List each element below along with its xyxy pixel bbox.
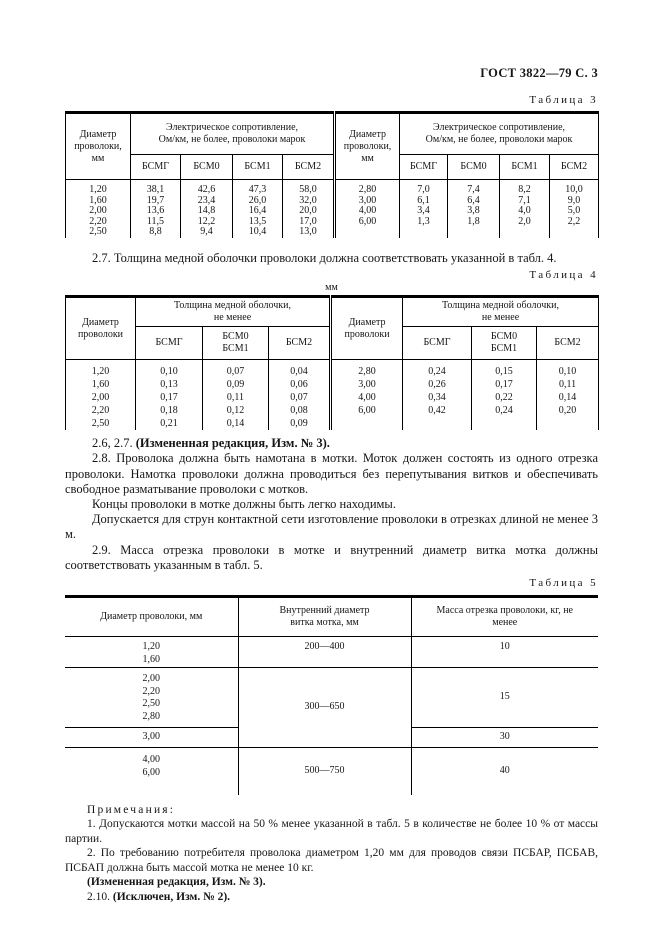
note-1: 1. Допускаются мотки массой на 50 % менее указанной в табл. 5 в количестве не более 10 % от массы партии.	[65, 818, 598, 845]
table-cell: 16,4	[233, 206, 283, 217]
table-cell	[500, 227, 550, 238]
table3-mark-bsm0-right: БСМ0	[448, 155, 500, 180]
paragraph-wire-ends: Концы проволоки в мотке должны быть легко находимы.	[92, 496, 396, 511]
table-cell: 0,34	[403, 391, 472, 404]
table-cell: 0,17	[472, 378, 537, 391]
table-cell: 0,08	[269, 404, 331, 417]
paragraph-number: 2.10.	[87, 891, 113, 904]
table-cell: 6,00	[331, 404, 403, 417]
table-cell: 3,8	[448, 206, 500, 217]
paragraph-contact-wire: Допускается для струн контактной сети изготовление проволоки в отрезках длиной не менее 3 м.	[65, 512, 598, 542]
table-3	[65, 111, 599, 238]
table-cell: 1,60	[66, 378, 136, 391]
document-page	[65, 66, 598, 905]
table-cell: 2,50	[66, 417, 136, 430]
table-cell: 0,10	[537, 360, 599, 379]
table-cell: 7,1	[500, 196, 550, 207]
paragraph-number: 2.6, 2.7.	[92, 436, 136, 451]
table-row	[66, 378, 599, 391]
table-cell: 10	[411, 637, 598, 668]
table-cell: 6,1	[400, 196, 448, 207]
table-cell: 0,13	[136, 378, 203, 391]
table3-mark-bsm1-right: БСМ1	[500, 155, 550, 180]
table-cell: 7,4	[448, 180, 500, 196]
table-cell: 0,15	[472, 360, 537, 379]
table-cell: 58,0	[283, 180, 335, 196]
table-cell: 0,04	[269, 360, 331, 379]
table-row	[66, 360, 599, 379]
table-cell: 0,26	[403, 378, 472, 391]
table-cell: 3,00	[65, 728, 238, 748]
table-4	[65, 295, 599, 430]
table-cell: 2,20	[66, 217, 131, 228]
table-cell: 2,80	[331, 360, 403, 379]
table4-unit-label: мм	[325, 282, 338, 294]
table-cell: 23,4	[181, 196, 233, 207]
table-cell: 4,00	[331, 391, 403, 404]
table-cell: 1,20 1,60	[65, 637, 238, 668]
table-cell: 0,24	[472, 404, 537, 417]
table-cell: 2,00	[66, 391, 136, 404]
table-cell: 3,00	[331, 378, 403, 391]
table-cell: 0,24	[403, 360, 472, 379]
table-cell: 0,06	[269, 378, 331, 391]
table-cell: 4,00 6,00	[65, 748, 238, 795]
table3-mark-bsm2-left: БСМ2	[283, 155, 335, 180]
table-cell	[537, 417, 599, 430]
table-cell: 2,80	[335, 180, 400, 196]
table-cell: 1,60	[66, 196, 131, 207]
table-cell	[472, 417, 537, 430]
table-cell: 0,20	[537, 404, 599, 417]
table3-resistance-header-right: Электрическое сопротивление, Ом/км, не более, проволоки марок	[400, 113, 599, 155]
table4-diameter-header-right: Диаметр проволоки	[331, 297, 403, 360]
table-cell: 19,7	[131, 196, 181, 207]
table-cell: 13,6	[131, 206, 181, 217]
table-cell: 2,50	[66, 227, 131, 238]
excluded-text: (Исключен, Изм. № 2).	[112, 891, 231, 904]
table-cell: 1,20	[66, 360, 136, 379]
table3-caption: Таблица 3	[529, 94, 598, 106]
notes-title: Примечания:	[87, 803, 176, 816]
table-5	[65, 595, 598, 795]
table-cell	[400, 227, 448, 238]
note-2: 2. По требованию потребителя проволока диаметром 1,20 мм для проводов связи ПСБАР, ПСБАВ, ПСБАП должна быть массой мотка не менее 10 кг.	[65, 847, 598, 874]
table-cell: 0,14	[203, 417, 269, 430]
table-cell	[448, 227, 500, 238]
table-cell: 2,0	[500, 217, 550, 228]
table3-diameter-header-left: Диаметр проволоки, мм	[66, 113, 131, 180]
table-cell: 0,07	[203, 360, 269, 379]
table-cell: 13,5	[233, 217, 283, 228]
table-cell: 9,0	[550, 196, 599, 207]
table-cell: 47,3	[233, 180, 283, 196]
table5-diameter-header: Диаметр проволоки, мм	[65, 597, 238, 637]
table-cell: 2,20	[66, 404, 136, 417]
table-cell: 10,4	[233, 227, 283, 238]
table-cell: 38,1	[131, 180, 181, 196]
table5-coil-diameter-header: Внутренний диаметр витка мотка, мм	[238, 597, 411, 637]
table3-mark-bsmg-left: БСМГ	[131, 155, 181, 180]
table-cell: 500—750	[238, 748, 411, 795]
table-cell	[550, 227, 599, 238]
table-row	[65, 668, 598, 728]
table-cell: 2,2	[550, 217, 599, 228]
table-cell: 40	[411, 748, 598, 795]
table-cell	[331, 417, 403, 430]
table4-diameter-header-left: Диаметр проволоки	[66, 297, 136, 360]
table-cell: 8,8	[131, 227, 181, 238]
table-cell: 15	[411, 668, 598, 728]
table-cell: 2,00 2,20 2,50 2,80	[65, 668, 238, 728]
table-cell: 1,20	[66, 180, 131, 196]
amendment-text: (Измененная редакция, Изм. № 3).	[135, 436, 330, 451]
table3-mark-bsm0-left: БСМ0	[181, 155, 233, 180]
table4-mark-bsm2-right: БСМ2	[537, 327, 599, 360]
table4-thickness-header-right: Толщина медной оболочки, не менее	[403, 297, 599, 327]
table5-caption: Таблица 5	[529, 577, 598, 589]
table-cell: 13,0	[283, 227, 335, 238]
table-cell: 0,21	[136, 417, 203, 430]
paragraph-2-8: 2.8. Проволока должна быть намотана в мотки. Моток должен состоять из одного отрезка проволоки. Намотка проволоки должна проводиться без перепутывания витков и обеспечивать свободное разматывание проволоки с мотков.	[65, 451, 598, 496]
table4-mark-bsmg-left: БСМГ	[136, 327, 203, 360]
table3-mark-bsm2-right: БСМ2	[550, 155, 599, 180]
table-cell: 26,0	[233, 196, 283, 207]
table4-mark-bsm2-left: БСМ2	[269, 327, 331, 360]
table3-resistance-header-left: Электрическое сопротивление, Ом/км, не более, проволоки марок	[131, 113, 335, 155]
table-cell: 6,4	[448, 196, 500, 207]
table-cell: 4,00	[335, 206, 400, 217]
table-cell: 32,0	[283, 196, 335, 207]
table-cell: 0,09	[269, 417, 331, 430]
table-row	[65, 637, 598, 668]
table-cell: 6,00	[335, 217, 400, 228]
table-cell: 0,11	[203, 391, 269, 404]
table5-mass-header: Масса отрезка проволоки, кг, не менее	[411, 597, 598, 637]
table4-caption: Таблица 4	[529, 269, 598, 282]
table-cell: 0,07	[269, 391, 331, 404]
table-cell: 0,10	[136, 360, 203, 379]
table4-mark-bsmg-right: БСМГ	[403, 327, 472, 360]
table-cell: 30	[411, 728, 598, 748]
table4-thickness-header-left: Толщина медной оболочки, не менее	[136, 297, 331, 327]
table-cell: 0,22	[472, 391, 537, 404]
table-cell: 0,18	[136, 404, 203, 417]
table-cell: 3,4	[400, 206, 448, 217]
table-row	[66, 227, 599, 238]
table-cell: 5,0	[550, 206, 599, 217]
table-cell: 9,4	[181, 227, 233, 238]
table-row	[66, 417, 599, 430]
table-cell: 0,42	[403, 404, 472, 417]
table-cell: 0,14	[537, 391, 599, 404]
table-cell: 8,2	[500, 180, 550, 196]
table-cell: 0,09	[203, 378, 269, 391]
table-row	[66, 404, 599, 417]
table-cell: 2,00	[66, 206, 131, 217]
table-cell: 3,00	[335, 196, 400, 207]
table-cell: 1,8	[448, 217, 500, 228]
table-cell: 17,0	[283, 217, 335, 228]
table3-diameter-header-right: Диаметр проволоки, мм	[335, 113, 400, 180]
table4-mark-bsm01-right: БСМ0 БСМ1	[472, 327, 537, 360]
table3-mark-bsm1-left: БСМ1	[233, 155, 283, 180]
table-cell: 10,0	[550, 180, 599, 196]
paragraph-2-7: 2.7. Толщина медной оболочки проволоки должна соответствовать указанной в табл. 4.	[92, 250, 557, 265]
table-row	[66, 180, 599, 196]
paragraph-2-6-2-7-amendment	[65, 436, 598, 451]
table4-mark-bsm01-left: БСМ0 БСМ1	[203, 327, 269, 360]
table-cell: 4,0	[500, 206, 550, 217]
table-cell: 14,8	[181, 206, 233, 217]
table-cell: 42,6	[181, 180, 233, 196]
table-row	[66, 391, 599, 404]
doc-reference: ГОСТ 3822—79 С. 3	[480, 66, 598, 80]
notes-block	[65, 803, 598, 905]
table-cell: 1,3	[400, 217, 448, 228]
table-cell: 0,12	[203, 404, 269, 417]
table-cell: 200—400	[238, 637, 411, 668]
table-cell: 0,11	[537, 378, 599, 391]
paragraph-2-9: 2.9. Масса отрезка проволоки в мотке и внутренний диаметр витка мотка должны соответствовать указанным в табл. 5.	[65, 542, 598, 572]
table-cell: 12,2	[181, 217, 233, 228]
table-cell: 7,0	[400, 180, 448, 196]
table-row	[66, 217, 599, 228]
table-cell: 11,5	[131, 217, 181, 228]
table3-mark-bsmg-right: БСМГ	[400, 155, 448, 180]
table-cell: 300—650	[238, 668, 411, 748]
table-cell	[335, 227, 400, 238]
table-cell	[403, 417, 472, 430]
paragraph-2-10	[65, 890, 598, 905]
table-row	[65, 748, 598, 795]
table-cell: 0,17	[136, 391, 203, 404]
table-cell: 20,0	[283, 206, 335, 217]
amendment-line: (Измененная редакция, Изм. № 3).	[87, 876, 266, 889]
